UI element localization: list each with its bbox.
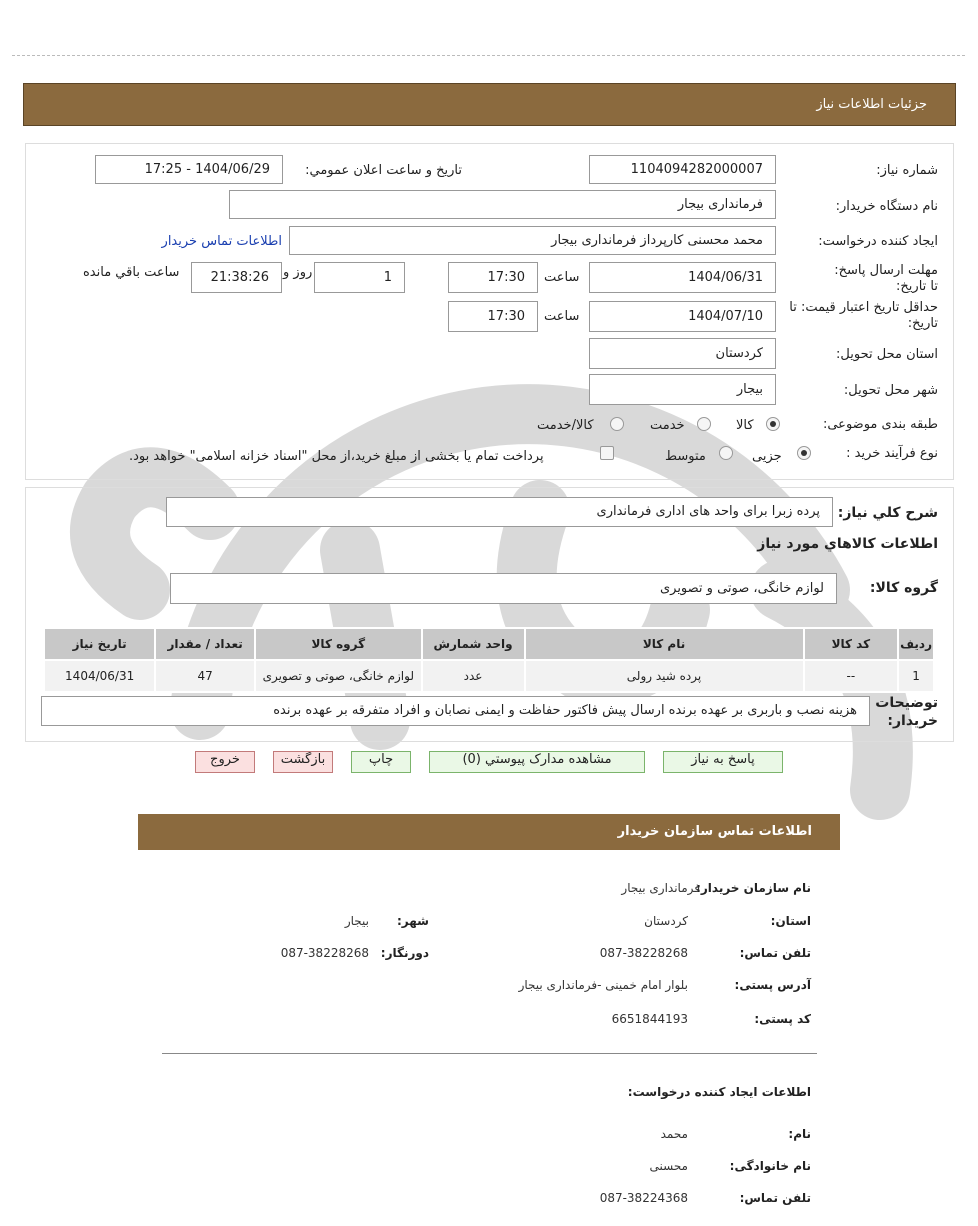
cell-unit: عدد: [422, 660, 525, 692]
creator-title: اطلاعات ایجاد کننده درخواست:: [627, 1085, 811, 1099]
exit-button[interactable]: خروج: [195, 751, 255, 773]
print-button[interactable]: چاپ: [351, 751, 411, 773]
creator-phone-value: 087-38224368: [599, 1191, 688, 1205]
reply-button[interactable]: پاسخ به نیاز: [663, 751, 783, 773]
contact-province-label: استان:: [770, 914, 811, 928]
contact-postal-value: 6651844193: [611, 1012, 688, 1026]
attachments-button[interactable]: مشاهده مدارک پیوستي (0): [429, 751, 645, 773]
payment-note: پرداخت تمام یا بخشی از مبلغ خرید،از محل "اسناد خزانه اسلامی" خواهد بود.: [129, 449, 544, 464]
cell-date: 1404/06/31: [44, 660, 155, 692]
creator-first-name-label: نام:: [788, 1127, 811, 1141]
process-medium-label: متوسط: [665, 449, 706, 464]
col-unit: واحد شمارش: [422, 628, 525, 660]
process-small-radio[interactable]: [797, 446, 811, 460]
buyer-notes-label: توضیحات خریدار:: [875, 695, 938, 729]
requester-label: ایجاد کننده درخواست:: [818, 234, 938, 249]
cell-name: پرده شید رولی: [525, 660, 804, 692]
contact-header: [138, 814, 840, 850]
creator-last-name-label: نام خانوادگی:: [729, 1159, 811, 1173]
goods-group-field: لوازم خانگی، صوتی و تصویری: [170, 573, 837, 604]
validity-time-field: 17:30: [448, 301, 538, 332]
validity-label: حداقل تاریخ اعتبار قیمت: تا تاریخ:: [789, 300, 938, 331]
col-code: کد کالا: [804, 628, 899, 660]
process-medium-radio[interactable]: [719, 446, 733, 460]
contact-divider: [162, 1053, 817, 1054]
remaining-label: ساعت باقي مانده: [83, 265, 180, 280]
contact-address-value: بلوار امام خمینی -فرمانداری بیجار: [518, 978, 688, 992]
cell-group: لوازم خانگی، صوتی و تصویری: [255, 660, 422, 692]
buyer-org-field: فرمانداری بیجار: [229, 190, 776, 219]
contact-city-value: بیجار: [344, 914, 369, 928]
col-qty: تعداد / مقدار: [155, 628, 255, 660]
contact-phone-label: تلفن تماس:: [739, 946, 811, 960]
cell-row: 1: [898, 660, 934, 692]
province-label: استان محل تحویل:: [836, 347, 938, 362]
process-label: نوع فرآیند خرید :: [846, 446, 938, 461]
back-button[interactable]: بازگشت: [273, 751, 333, 773]
category-goods-radio[interactable]: [766, 417, 780, 431]
col-date: تاریخ نیاز: [44, 628, 155, 660]
city-field: بیجار: [589, 374, 776, 405]
creator-first-name-value: محمد: [660, 1127, 688, 1141]
announce-label: تاریخ و ساعت اعلان عمومي:: [305, 163, 462, 178]
remaining-field: 21:38:26: [191, 262, 282, 293]
goods-info-title: اطلاعات کالاهاي مورد نیاز: [757, 536, 938, 552]
contact-org-label: نام سازمان خریدار:: [696, 881, 811, 895]
col-row: ردیف: [898, 628, 934, 660]
contact-org-value: فرمانداری بیجار: [621, 881, 700, 895]
category-service-radio[interactable]: [697, 417, 711, 431]
goods-group-label: گروه کالا:: [869, 580, 938, 596]
creator-last-name-value: محسنی: [649, 1159, 688, 1173]
category-goods-service-radio[interactable]: [610, 417, 624, 431]
deadline-time-label: ساعت: [544, 270, 580, 285]
category-goods-service-label: کالا/خدمت: [537, 418, 594, 433]
city-label: شهر محل تحویل:: [843, 383, 938, 398]
validity-date-field: 1404/07/10: [589, 301, 776, 332]
validity-time-label: ساعت: [544, 309, 580, 324]
deadline-date-field: 1404/06/31: [589, 262, 776, 293]
contact-province-value: کردستان: [644, 914, 688, 928]
category-label: طبقه بندی موضوعی:: [822, 417, 938, 432]
buyer-org-label: نام دستگاه خریدار:: [835, 199, 938, 214]
contact-phone-value: 087-38228268: [599, 946, 688, 960]
top-divider: [12, 55, 965, 56]
page-header: [23, 83, 956, 126]
buyer-notes-field: هزینه نصب و باربری بر عهده برنده ارسال پیش فاکتور حفاظت و ایمنی نصابان و افراد متفرقه بر عهده برنده: [41, 696, 870, 726]
days-field: 1: [314, 262, 405, 293]
need-number-label: شماره نیاز:: [876, 163, 938, 178]
need-description-field: پرده زبرا برای واحد های اداری فرمانداری: [166, 497, 833, 527]
process-small-label: جزیی: [752, 449, 782, 464]
category-goods-label: کالا: [736, 418, 754, 433]
announce-field: 1404/06/29 - 17:25: [95, 155, 283, 184]
cell-code: --: [804, 660, 899, 692]
cell-qty: 47: [155, 660, 255, 692]
requester-field: محمد محسنی کارپرداز فرمانداری بیجار: [289, 226, 776, 255]
col-group: گروه کالا: [255, 628, 422, 660]
buyer-contact-link[interactable]: اطلاعات تماس خریدار: [161, 234, 282, 249]
contact-address-label: آدرس پستی:: [734, 978, 811, 992]
contact-fax-label: دورنگار:: [380, 946, 429, 960]
contact-postal-label: کد پستی:: [754, 1012, 811, 1026]
goods-table-header: [44, 628, 934, 660]
col-name: نام کالا: [525, 628, 804, 660]
page-header-title: جزئیات اطلاعات نیاز: [816, 97, 927, 112]
contact-header-title: اطلاعات تماس سازمان خریدار: [617, 824, 812, 839]
category-service-label: خدمت: [650, 418, 685, 433]
contact-fax-value: 087-38228268: [280, 946, 369, 960]
goods-table: [43, 627, 935, 693]
deadline-time-field: 17:30: [448, 262, 538, 293]
province-field: کردستان: [589, 338, 776, 369]
treasury-payment-checkbox[interactable]: [600, 446, 614, 460]
need-description-label: شرح کلي نیاز:: [837, 505, 938, 521]
need-number-field: 1104094282000007: [589, 155, 776, 184]
days-label: روز و: [283, 265, 313, 280]
contact-city-label: شهر:: [397, 914, 429, 928]
creator-phone-label: تلفن تماس:: [739, 1191, 811, 1205]
table-row: [44, 660, 934, 692]
deadline-label: مهلت ارسال پاسخ: تا تاریخ:: [834, 263, 938, 294]
